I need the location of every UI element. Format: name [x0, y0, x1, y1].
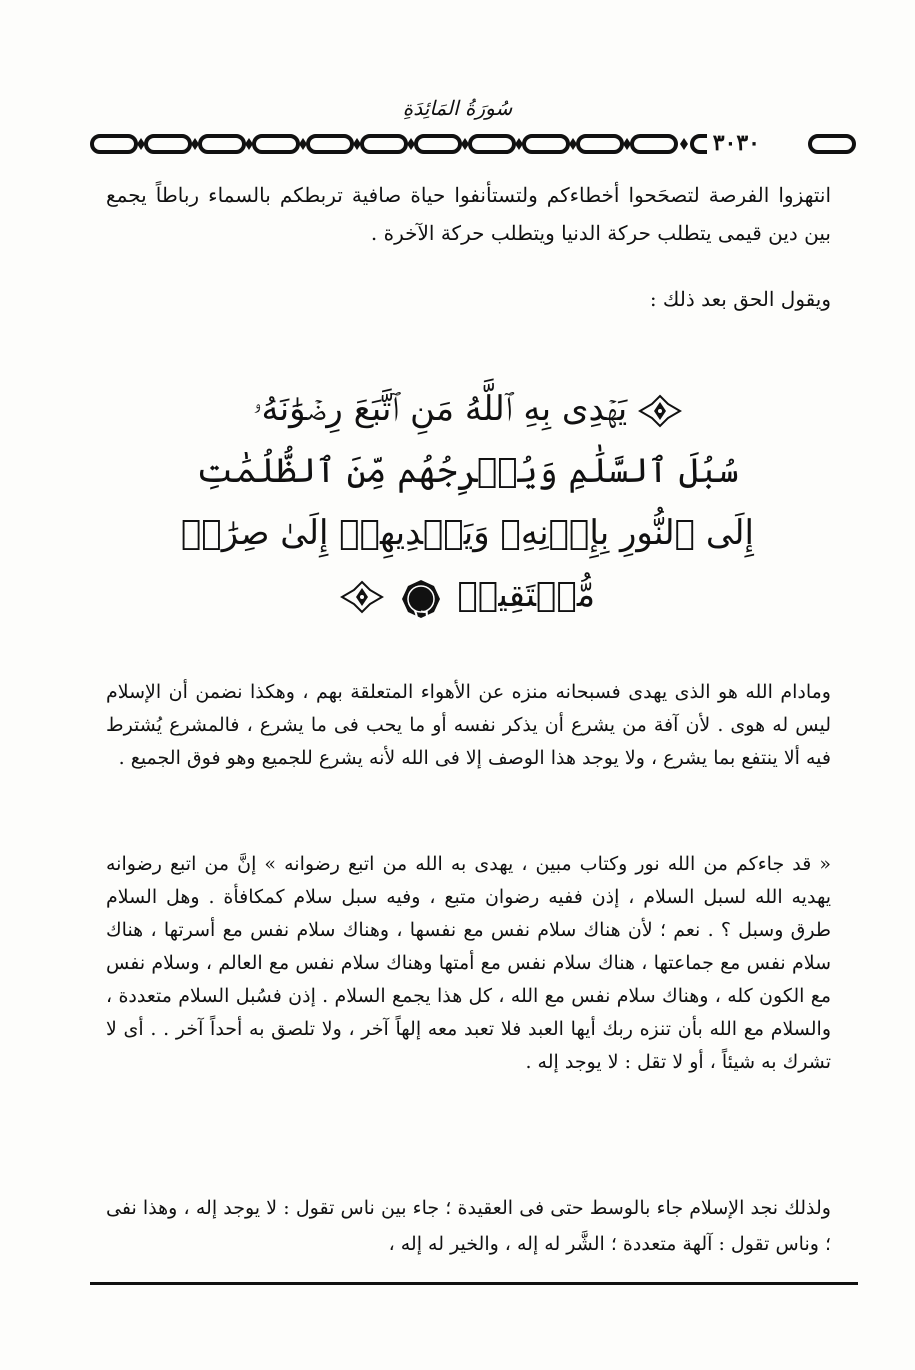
verse-line-1-text: يَهۡدِى بِهِ ٱللَّهُ مَنِ ٱتَّبَعَ رِضۡوَٰنَهُۥ	[252, 389, 628, 429]
footer-rule	[90, 1282, 858, 1285]
quran-verse	[180, 378, 755, 626]
commentary-paragraph-1: ومادام الله هو الذى يهدى فسبحانه منزه عن الأهواء المتعلقة بهم ، وهكذا نضمن أن الإسلام ليس له هوى . لأن آفة من يشرع أن يذكر نفسه أو ما يحب فى ما يشرع ، فالمشرع يُشترط فيه ألا ينتفع بما يشرع ، ولا يوجد هذا الوصف إلا فى الله لأنه يشرع للجميع وهو فوق الجميع .	[106, 681, 831, 769]
surah-title: سُورَةُ المَائِدَةِ	[402, 96, 513, 120]
chain-border	[88, 128, 858, 160]
ayah-number: ١٦	[412, 606, 430, 625]
verse-line-3	[180, 502, 755, 564]
ayah-number-badge	[401, 577, 441, 625]
verse-start-ornament-icon	[638, 394, 682, 428]
verse-end-ornament-icon	[340, 580, 384, 614]
verse-line-2	[180, 440, 755, 502]
verse-line-4-text: مُّسۡتَقِيمٖ	[457, 575, 596, 615]
verse-line-4	[180, 564, 755, 626]
intro-paragraph: انتهزوا الفرصة لتصحَحوا أخطاءكم ولتستأنفوا حياة صافية تربطكم بالسماء رباطاً يجمع بين دين قيمى يتطلب حركة الدنيا ويتطلب حركة الآخرة .	[106, 183, 831, 245]
verse-line-3-text: إِلَى ٱلنُّورِ بِإِذۡنِهِۦ وَيَهۡدِيهِمۡ إِلَىٰ صِرَٰطٖ	[181, 513, 754, 553]
verse-line-1	[180, 378, 755, 440]
page-number: ٣٠٣٠	[707, 130, 766, 156]
commentary-paragraph-3: ولذلك نجد الإسلام جاء بالوسط حتى فى العقيدة ؛ جاء بين ناس تقول : لا يوجد إله ، وهذا نفى ؛ وناس تقول : آلهة متعددة ؛ الشَّر له إله ، والخير له إله ،	[106, 1197, 831, 1255]
verse-line-2-text: سُبُلَ ٱلسَّلَٰمِ وَيُخۡرِجُهُم مِّنَ ٱلظُّلُمَٰتِ	[196, 451, 739, 491]
commentary-paragraph-2: « قد جاءكم من الله نور وكتاب مبين ، يهدى به الله من اتبع رضوانه » إنَّ من اتبع رضوانه يهديه الله لسبل السلام ، إذن ففيه رضوان متبع ، وفيه سبل سلام كمكافأة . وهل السلام طرق وسبل ؟ . نعم ؛ لأن هناك سلام نفس مع نفسها ، وهناك سلام نفس مع أسرتها ، هناك سلام نفس مع جماعتها ، هناك سلام نفس مع أمتها وهناك سلام نفس مع العالم ، وسلام نفس مع الكون كله ، وهناك سلام نفس مع الله ، كل هذا يجمع السلام . إذن فسُبل السلام متعددة ، والسلام مع الله بأن تنزه ربك أيها العبد فلا تعبد معه إلهاً آخر ، ولا تلصق به أحداً آخر . . أى لا تشرك به شيئاً ، أو لا تقل : لا يوجد إله .	[106, 853, 831, 1073]
lead-in-text: ويقول الحق بعد ذلك :	[649, 287, 831, 311]
